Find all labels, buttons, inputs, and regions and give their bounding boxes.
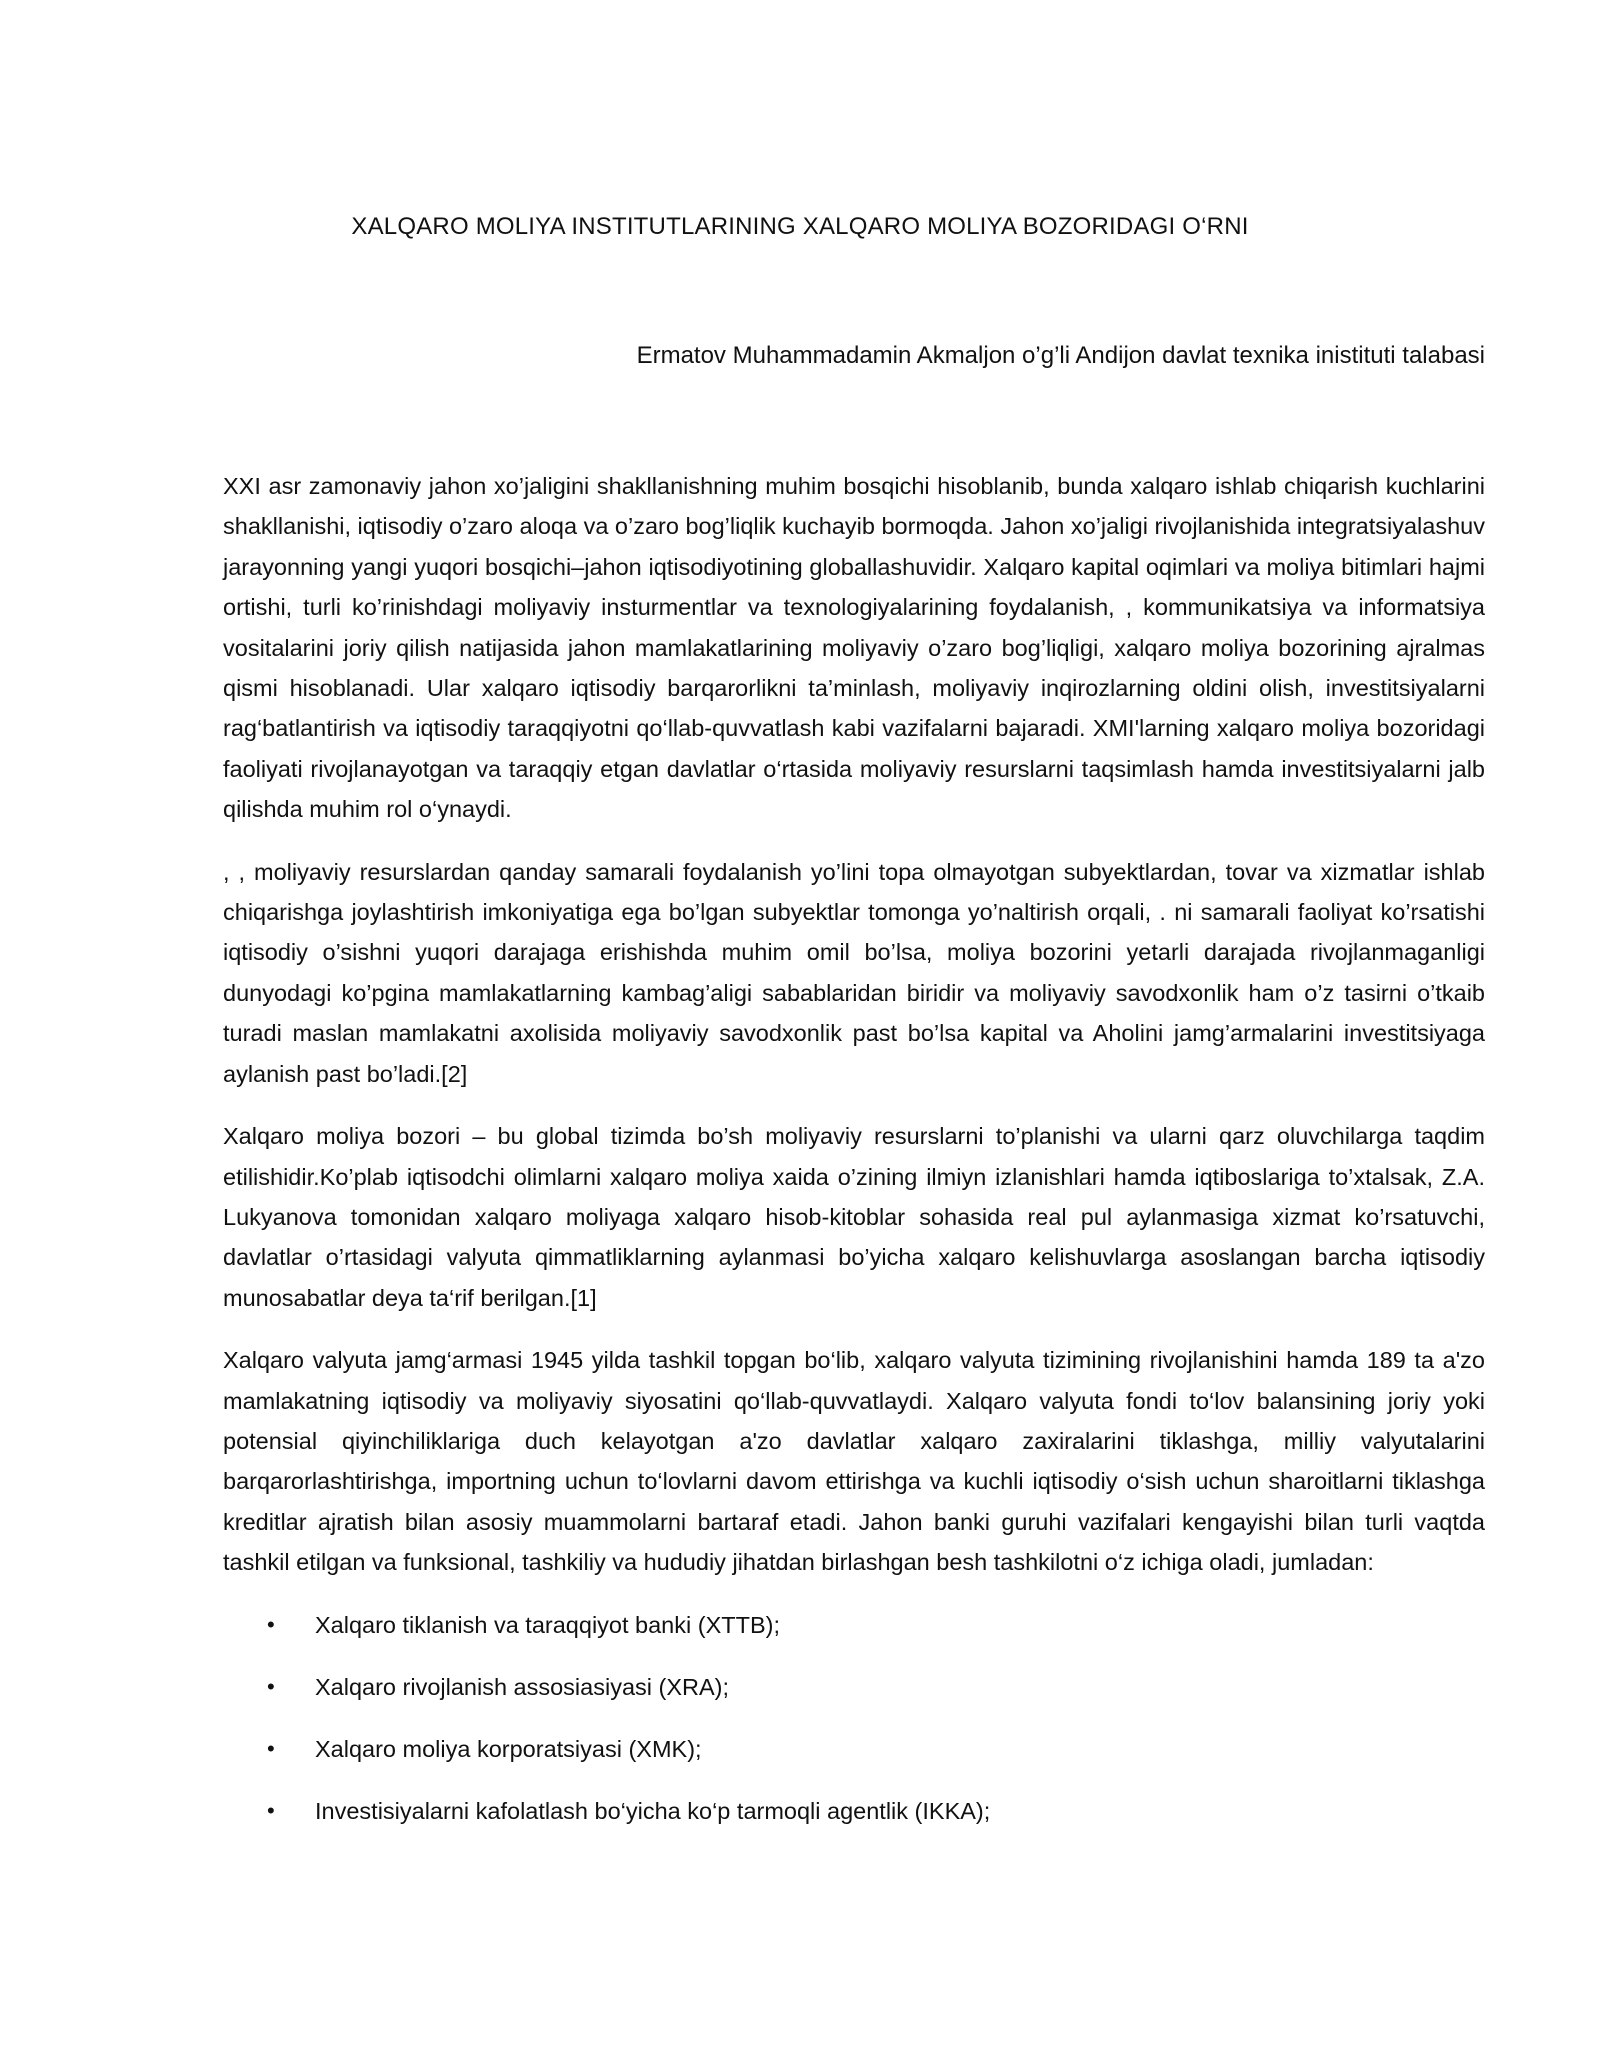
list-item-text: Investisiyalarni kafolatlash bo‘yicha ko‘p tarmoqli agentlik (IKKA); <box>315 1797 991 1824</box>
document-title: XALQARO MOLIYA INSTITUTLARINING XALQARO MOLIYA BOZORIDAGI O‘RNI <box>351 213 1249 240</box>
document-body <box>223 466 1485 1853</box>
list-item <box>223 1605 1485 1645</box>
paragraph-2: , , moliyaviy resurslardan qanday samarali foydalanish yo’lini topa olmayotgan subyektlardan, tovar va xizmatlar ishlab chiqarishga joylashtirish imkoniyatiga ega bo’lgan subyektlar tomonga yo’naltirish orqali, . ni samarali faoliyat ko’rsatishi iqtisodiy o’sishni yuqori darajaga erishishda muhim omil bo’lsa, moliya bozorini yetarli darajada rivojlanmaganligi dunyodagi ko’pgina mamlakatlarning kambag’aligi sabablaridan biridir va moliyaviy savodxonlik ham o’z tasirni o’tkaib turadi maslan mamlakatni axolisida moliyaviy savodxonlik past bo’lsa kapital va Aholini jamg’armalarini investitsiyaga aylanish past bo’ladi.[2] <box>223 858 1485 1087</box>
bullet-icon: • <box>267 1611 275 1637</box>
paragraph-4: Xalqaro valyuta jamg‘armasi 1945 yilda tashkil topgan bo‘lib, xalqaro valyuta tizimining rivojlanishini hamda 189 ta a'zo mamlakatning iqtisodiy va moliyaviy siyosatini qo‘llab-quvvatlaydi. Xalqaro valyuta fondi to‘lov balansining joriy yoki potensial qiyinchiliklariga duch kelayotgan a'zo davlatlar xalqaro zaxiralarini tiklashga, milliy valyutalarini barqarorlashtirishga, importning uchun to‘lovlarni davom ettirishga va kuchli iqtisodiy o‘sish uchun sharoitlarni tiklashga kreditlar ajratish bilan asosiy muammolarni bartaraf etadi. Jahon banki guruhi vazifalari kengayishi bilan turli vaqtda tashkil etilgan va funksional, tashkiliy va hududiy jihatdan birlashgan besh tashkilotni o‘z ichiga oladi, jumladan: <box>223 1347 1485 1576</box>
list-item-text: Xalqaro moliya korporatsiyasi (XMK); <box>315 1735 702 1762</box>
list-item <box>223 1729 1485 1769</box>
bullet-list <box>223 1605 1485 1831</box>
bullet-icon: • <box>267 1797 275 1823</box>
paragraph-3: Xalqaro moliya bozori – bu global tizimda bo’sh moliyaviy resurslarni to’planishi va ularni qarz oluvchilarga taqdim etilishidir.Ko’plab iqtisodchi olimlarni xalqaro moliya xaida o’zining ilmiyn izlanishlari hamda iqtiboslariga to’xtalsak, Z.A. Lukyanova tomonidan xalqaro moliyaga xalqaro hisob-kitoblar sohasida real pul aylanmasiga xizmat ko’rsatuvchi, davlatlar o’rtasidagi valyuta qimmatliklarning aylanmasi bo’yicha xalqaro kelishuvlarga asoslangan barcha iqtisodiy munosabatlar deya ta‘rif berilgan.[1] <box>223 1123 1485 1311</box>
author-line: Ermatov Muhammadamin Akmaljon o’g’li Andijon davlat texnika inistituti talabasi <box>636 342 1485 369</box>
paragraph-1: XXI asr zamonaviy jahon xo’jaligini shakllanishning muhim bosqichi hisoblanib, bunda xalqaro ishlab chiqarish kuchlarini shakllanishi, iqtisodiy o’zaro aloqa va o’zaro bog’liqlik kuchayib bormoqda. Jahon xo’jaligi rivojlanishida integratsiyalashuv jarayonning yangi yuqori bosqichi–jahon iqtisodiyotining globallashuvidir. Xalqaro kapital oqimlari va moliya bitimlari hajmi ortishi, turli ko’rinishdagi moliyaviy insturmentlar va texnologiyalarining foydalanish, , kommunikatsiya va informatsiya vositalarini joriy qilish natijasida jahon mamlakatlarining moliyaviy o’zaro bog’liqligi, xalqaro moliya bozorining ajralmas qismi hisoblanadi. Ular xalqaro iqtisodiy barqarorlikni ta’minlash, moliyaviy inqirozlarning oldini olish, investitsiyalarni rag‘batlantirish va iqtisodiy taraqqiyotni qo‘llab-quvvatlash kabi vazifalarni bajaradi. XMI'larning xalqaro moliya bozoridagi faoliyati rivojlanayotgan va taraqqiy etgan davlatlar o‘rtasida moliyaviy resurslarni taqsimlash hamda investitsiyalarni jalb qilishda muhim rol o‘ynaydi. <box>223 473 1485 823</box>
list-item <box>223 1791 1485 1831</box>
list-item <box>223 1667 1485 1707</box>
bullet-icon: • <box>267 1735 275 1761</box>
bullet-icon: • <box>267 1673 275 1699</box>
list-item-text: Xalqaro rivojlanish assosiasiyasi (XRA); <box>315 1673 730 1700</box>
list-item-text: Xalqaro tiklanish va taraqqiyot banki (XTTB); <box>315 1611 780 1638</box>
